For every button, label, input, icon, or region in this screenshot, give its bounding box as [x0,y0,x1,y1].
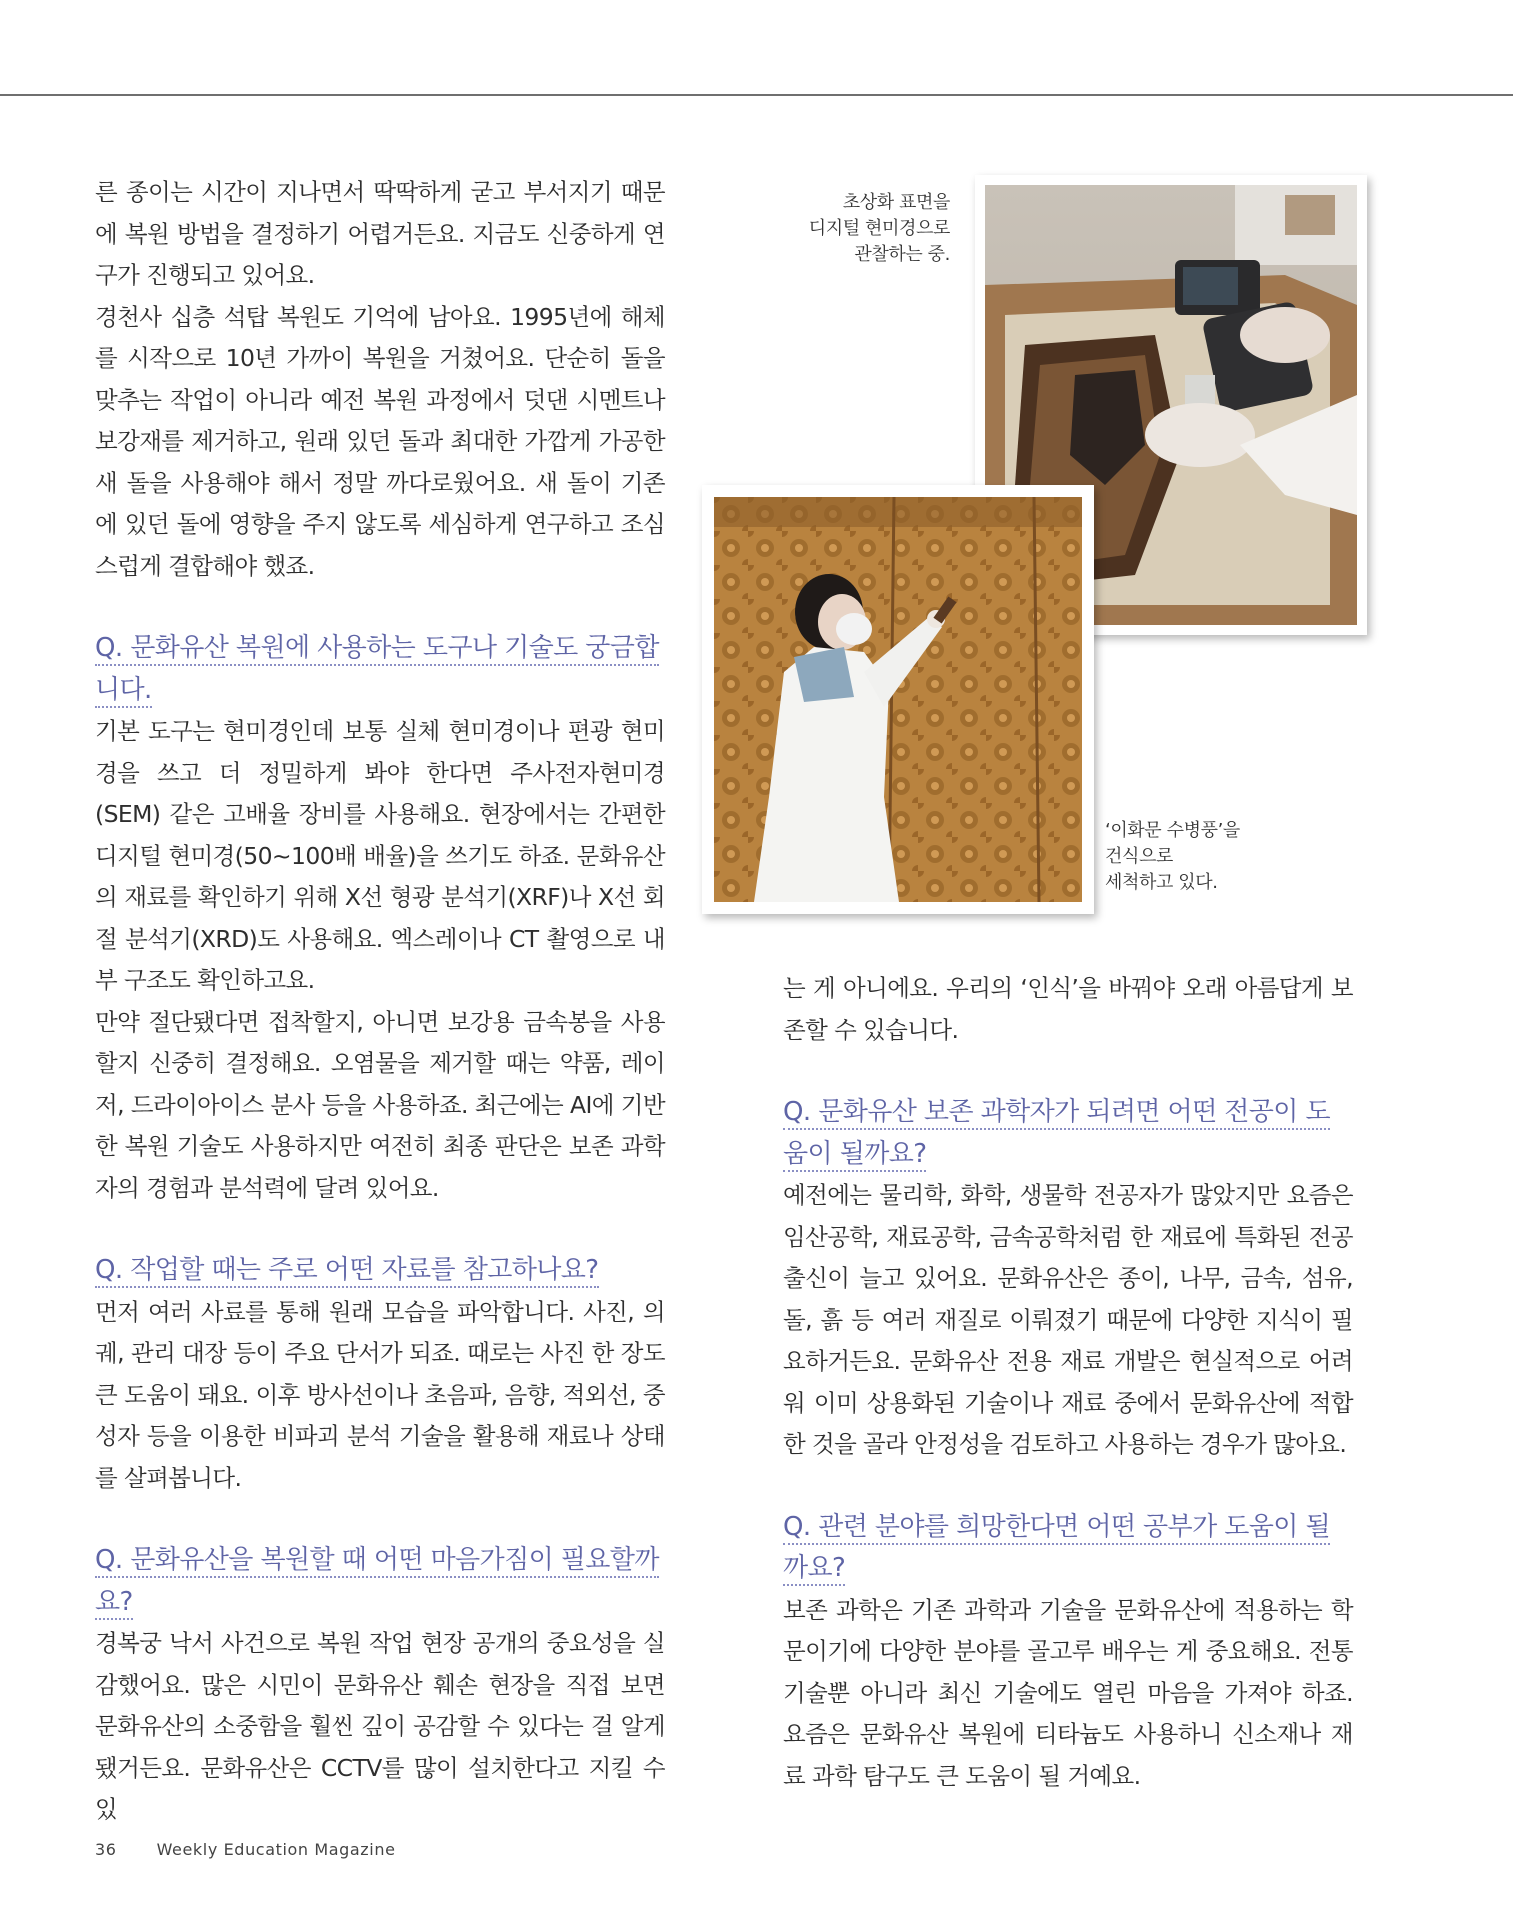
header-rule [0,94,1513,96]
question-heading: Q. 관련 분야를 희망한다면 어떤 공부가 도움이 될까요? [783,1507,1353,1590]
question-heading: Q. 작업할 때는 주로 어떤 자료를 참고하나요? [95,1250,665,1292]
photo-caption-screen: ‘이화문 수병풍’을 건식으로 세척하고 있다. [1105,820,1240,893]
paragraph: 기본 도구는 현미경인데 보통 실체 현미경이나 편광 현미경을 쓰고 더 정밀하게 봐야 한다면 주사전자현미경(SEM) 같은 고배율 장비를 사용해요. 현장에서는 간편한 디지털 현미경(50~100배 배율)을 쓰기도 하죠. 문화유산의 재료를 확인하기 위해 X선 형광 분석기(XRF)나 X선 회절 분석기(XRD)도 사용해요. 엑스레이나 CT 촬영으로 내부 구조도 확인하고요. [95,717,665,994]
paragraph: 예전에는 물리학, 화학, 생물학 전공자가 많았지만 요즘은 임산공학, 재료공학, 금속공학처럼 한 재료에 특화된 전공 출신이 늘고 있어요. 문화유산은 종이, 나무, 금속, 섬유, 돌, 흙 등 여러 재질로 이뤄졌기 때문에 다양한 지식이 필요하거든요. 문화유산 전용 재료 개발은 현실적으로 어려워 이미 상용화된 기술이나 재료 중에서 문화유산에 적합한 것을 골라 안정성을 검토하고 사용하는 경우가 많아요. [783,1181,1353,1458]
photo-folding-screen-cleaning [702,485,1094,914]
right-column [783,968,1353,1797]
question-heading: Q. 문화유산 복원에 사용하는 도구나 기술도 궁금합니다. [95,628,665,711]
paragraph: 먼저 여러 사료를 통해 원래 모습을 파악합니다. 사진, 의궤, 관리 대장 등이 주요 단서가 되죠. 때로는 사진 한 장도 큰 도움이 돼요. 이후 방사선이나 초음파, 음향, 적외선, 중성자 등을 이용한 비파괴 분석 기술을 활용해 재료나 상태를 살펴봅니다. [95,1297,665,1492]
paragraph: 만약 절단됐다면 접착할지, 아니면 보강용 금속봉을 사용할지 신중히 결정해요. 오염물을 제거할 때는 약품, 레이저, 드라이아이스 분사 등을 사용하죠. 최근에는 AI에 기반한 복원 기술도 사용하지만 여전히 최종 판단은 보존 과학자의 경험과 분석력에 달려 있어요. [95,1007,665,1202]
page-footer [95,1840,396,1859]
photo-cleaning-image [714,497,1082,902]
paragraph: 경복궁 낙서 사건으로 복원 작업 현장 공개의 중요성을 실감했어요. 많은 시민이 문화유산 훼손 현장을 직접 보면 문화유산의 소중함을 훨씬 깊이 공감할 수 있다는 걸 알게 됐거든요. 문화유산은 CCTV를 많이 설치한다고 지킬 수 있 [95,1629,665,1823]
question-heading: Q. 문화유산 보존 과학자가 되려면 어떤 전공이 도움이 될까요? [783,1092,1353,1175]
paragraph: 경천사 십층 석탑 복원도 기억에 남아요. 1995년에 해체를 시작으로 10년 가까이 복원을 거쳤어요. 단순히 돌을 맞추는 작업이 아니라 예전 복원 과정에서 덧댄 시멘트나 보강재를 제거하고, 원래 있던 돌과 최대한 가깝게 가공한 새 돌을 사용해야 해서 정말 까다로웠어요. 새 돌이 기존에 있던 돌에 영향을 주지 않도록 세심하게 연구하고 조심스럽게 결합해야 했죠. [95,302,665,580]
photo-caption-microscope: 초상화 표면을 디지털 현미경으로 관찰하는 중. [808,192,950,265]
left-column [95,172,665,1831]
page-number: 36 [95,1840,117,1859]
magazine-name: Weekly Education Magazine [156,1840,396,1859]
question-heading: Q. 문화유산을 복원할 때 어떤 마음가짐이 필요할까요? [95,1540,665,1623]
paragraph: 는 게 아니에요. 우리의 ‘인식’을 바꿔야 오래 아름답게 보존할 수 있습니다. [783,974,1353,1044]
paragraph: 른 종이는 시간이 지나면서 딱딱하게 굳고 부서지기 때문에 복원 방법을 결정하기 어렵거든요. 지금도 신중하게 연구가 진행되고 있어요. [95,178,665,289]
paragraph: 보존 과학은 기존 과학과 기술을 문화유산에 적용하는 학문이기에 다양한 분야를 골고루 배우는 게 중요해요. 전통 기술뿐 아니라 최신 기술에도 열린 마음을 가져야 하죠. 요즘은 문화유산 복원에 티타늄도 사용하니 신소재나 재료 과학 탐구도 큰 도움이 될 거예요. [783,1595,1353,1790]
